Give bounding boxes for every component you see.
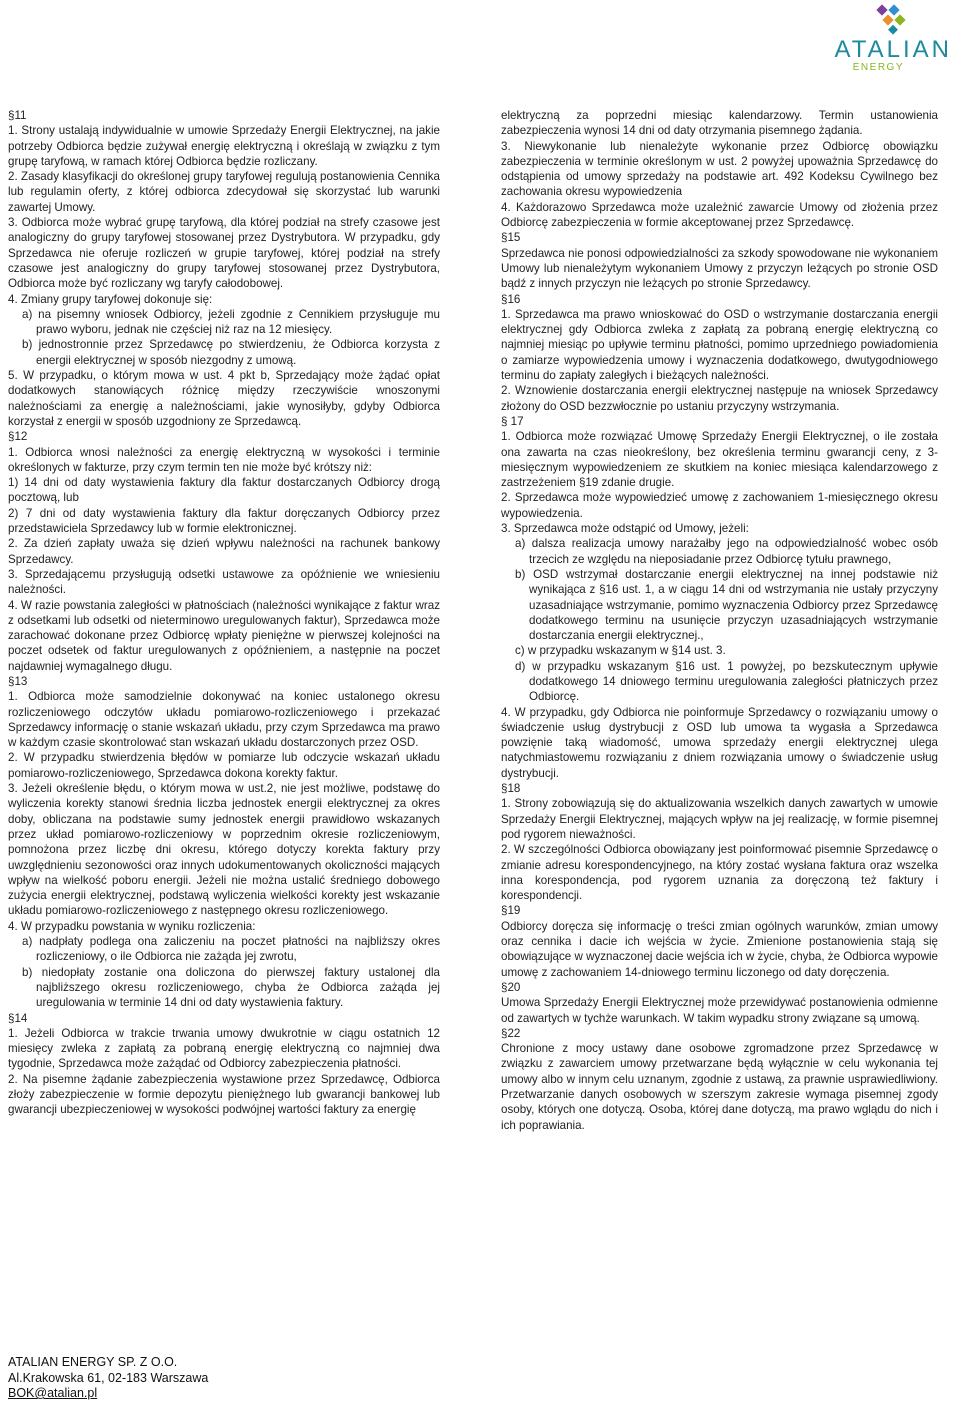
company-logo — [792, 4, 952, 74]
list-item: a) na pisemny wniosek Odbiorcy, jeżeli zgodnie z Cennikiem przysługuje mu prawo wyboru, jednak nie częściej niż raz na 12 miesięcy. — [22, 307, 440, 337]
paragraph: 3. Sprzedawca może odstąpić od Umowy, jeżeli: — [501, 522, 749, 536]
paragraph: 2. W szczególności Odbiorca obowiązany jest poinformować pisemnie Sprzedawcę o zmianie adresu korespondencyjnego, na który zostać wysłana faktura oraz wszelka inna korespondencja, pod rygorem uznania za doręczoną też faktury i korespondencji. — [501, 843, 938, 903]
right-column — [501, 108, 938, 1133]
paragraph: Sprzedawca nie ponosi odpowiedzialności za szkody spowodowane nie wykonaniem Umowy lub nienależytym wykonaniem Umowy z przyczyn leżących po stronie OSD bądź z innych przyczyn nie leżących po stronie Sprzedawcy. — [501, 246, 938, 291]
paragraph: 4. W razie powstania zaległości w płatnościach (należności wynikające z faktur wraz z odsetkami lub odsetki od nieterminowo uregulowanych faktur), Sprzedawca może zarachować dokonane przez Odbiorcę wpłaty pieniężne w pierwszej kolejności na poczet odsetek od faktur uregulowanych z opóźnieniem, a następnie na poczet najdawniej wymagalnego długu. — [8, 598, 440, 673]
paragraph: 1. Odbiorca może samodzielnie dokonywać na koniec ustalonego okresu rozliczeniowego odczytów układu pomiarowo-rozliczeniowego i przekazać Sprzedawcy informację o stanie wskazań układu, przy czym Sprzedawca ma prawo w każdym czasie skontrolować stan wskazań układu dostarczonych przez OSD. — [8, 690, 440, 750]
section-heading: §20 — [501, 980, 521, 994]
paragraph: 2. Zasady klasyfikacji do określonej grupy taryfowej regulują postanowienia Cennika lub regulamin oferty, z której odbiorca zdecydował się skorzystać lub warunki zawartej Umowy. — [8, 170, 440, 214]
list-item: b) niedopłaty zostanie ona doliczona do pierwszej faktury ustalonej dla najbliższego okresu rozliczeniowego, chyba że Odbiorca zażąda jej uregulowania w terminie 14 dni od daty wystawienia faktury. — [22, 965, 440, 1010]
logo-cubes-icon — [862, 4, 922, 36]
logo-name: ATALIAN — [834, 36, 952, 63]
paragraph: elektryczną za poprzedni miesiąc kalendarzowy. Termin ustanowienia zabezpieczenia wynosi 14 dni od daty otrzymania pisemnego żądania. — [501, 109, 938, 138]
footer-company: ATALIAN ENERGY SP. Z O.O. — [8, 1355, 178, 1369]
paragraph: Umowa Sprzedaży Energii Elektrycznej może przewidywać postanowienia odmienne od zawartych w tychże warunkach. W takim wypadku strony związane są umową. — [501, 996, 938, 1025]
paragraph: 3. Jeżeli określenie błędu, o którym mowa w ust.2, nie jest możliwe, podstawę do wyliczenia korekty stanowi średnia liczba jednostek energii elektrycznej za okres doby, obliczana na podstawie sumy jednostek energii prawidłowo wskazanych przez układ pomiarowo-rozliczeniowy w poprzednim okresie rozliczeniowym, pomnożona przez liczbę dni okresu, którego dotyczy korekta faktury przy uwzględnieniu sezonowości oraz innych udokumentowanych okoliczności mających wpływ na wielkość poboru energii. Jeżeli nie można ustalić średniego dobowego zużycia energii elektrycznej, podstawą wyliczenia wielkości korekty jest wskazanie układu pomiarowo-rozliczeniowego z następnego okresu rozliczeniowego. — [8, 782, 440, 918]
paragraph: 1) 14 dni od daty wystawienia faktury dla faktur dostarczanych Odbiorcy drogą pocztową, lub — [8, 476, 440, 505]
section-heading: §14 — [8, 1011, 28, 1025]
footer-address: Al.Krakowska 61, 02-183 Warszawa — [8, 1370, 209, 1385]
paragraph: 1. Jeżeli Odbiorca w trakcie trwania umowy dwukrotnie w ciągu ostatnich 12 miesięcy zwleka z zapłatą za pobraną energię elektryczną co najmniej dwa tygodnie, Sprzedawca może zażądać od Odbiorcy zabezpieczenia płatności. — [8, 1026, 440, 1071]
paragraph: Chronione z mocy ustawy dane osobowe zgromadzone przez Sprzedawcę w związku z zawarciem umowy przetwarzane będą wyłącznie w celu wykonania tej umowy albo w innym celu uznanym, zgodnie z ustawą, za prawnie usprawiedliwiony. Przetwarzanie danych osobowych w szerszym zakresie wymaga pisemnej zgody osoby, których one dotyczą. Osoba, której dane dotyczą, ma prawo wglądu do nich i ich poprawiania. — [501, 1042, 938, 1132]
section-heading: §12 — [8, 430, 28, 444]
paragraph: 5. W przypadku, o którym mowa w ust. 4 pkt b, Sprzedający może żądać opłat dodatkowych stanowiących różnicę między rzeczywiście wnoszonymi należnościami za energię a należnościami, jakie wynosiłyby, gdyby Odbiorca korzystał z energii w sposób uzgodniony ze Sprzedawcą. — [8, 369, 440, 428]
list-item: d) w przypadku wskazanym §16 ust. 1 powyżej, po bezskutecznym upływie dodatkowego 14 dniowego terminu uregulowania zaległości płatniczych przez Odbiorcę. — [515, 659, 938, 704]
paragraph: 3. Odbiorca może wybrać grupę taryfową, dla której podział na strefy czasowe jest analogiczny do grupy taryfowej stosowanej przez Dystrybutora. W przypadku, gdy Sprzedawca nie oferuje rozliczeń w grupie taryfowej, której podział na strefy czasowe jest analogiczny do grupy taryfowej stosowanej przez Dystrybutora, Odbiorca może być rozliczany wg taryfy całodobowej. — [8, 216, 440, 291]
list-item: a) nadpłaty podlega ona zaliczeniu na poczet płatności na najbliższy okres rozliczeniowy, o ile Odbiorca nie zażąda jej zwrotu, — [22, 935, 440, 964]
section-heading: §22 — [501, 1026, 521, 1040]
paragraph: 4. W przypadku, gdy Odbiorca nie poinformuje Sprzedawcy o rozwiązaniu umowy o świadczenie usług dystrybucji z OSD lub umowa ta wygasła a Sprzedawca powzięnie taką wiadomość, umowa sprzedaży energii elektrycznej ulega natychmiastowemu rozwiązaniu z dniem rozwiązania umowy o świadczenie usług dystrybucji. — [501, 705, 938, 780]
paragraph: Odbiorcy doręcza się informację o treści zmian ogólnych warunków, zmian umowy oraz cennika i dacie ich wejścia w życie. Zmienione postanowienia stają się obowiązujące w wyznaczonej dacie wejścia ich w życie, chyba, że Odbiorca wypowie umowę z zachowaniem 14-dniowego terminu liczonego od daty doręczenia. — [501, 919, 938, 979]
section-heading: §15 — [501, 231, 521, 245]
paragraph: 4. W przypadku powstania w wyniku rozliczenia: — [8, 919, 256, 933]
paragraph: 1. Sprzedawca ma prawo wnioskować do OSD o wstrzymanie dostarczania energii elektrycznej gdy Odbiorca zwleka z zapłatą za pobraną energię elektryczną co najmniej miesiąc po upływie terminu płatności, pomimo uprzedniego powiadomienia o zamiarze wypowiedzenia umowy i wyznaczenia dodatkowego, dwutygodniowego terminu do zapłaty zaległych i bieżących należności. — [501, 307, 938, 383]
footer — [8, 1355, 208, 1402]
paragraph: 2. W przypadku stwierdzenia błędów w pomiarze lub odczycie wskazań układu pomiarowo-rozliczeniowego, Sprzedawca dokona korekty faktur. — [8, 751, 440, 780]
paragraph: 1. Odbiorca wnosi należności za energię elektryczną w wysokości i terminie określonych w fakturze, przy czym termin ten nie może być krótszy niż: — [8, 445, 440, 474]
left-column — [8, 108, 440, 1118]
paragraph: 2. Sprzedawca może wypowiedzieć umowę z zachowaniem 1-miesięcznego okresu wypowiedzenia. — [501, 491, 938, 520]
section-heading: §16 — [501, 292, 521, 306]
footer-email-link[interactable]: BOK@atalian.pl — [8, 1386, 98, 1400]
list-item: a) dalsza realizacja umowy narażałby jego na odpowiedzialność wobec osób trzecich ze względu na nieposiadanie przez Odbiorcę tytułu prawnego, — [515, 537, 938, 566]
list-item: b) OSD wstrzymał dostarczanie energii elektrycznej na innej podstawie niż wynikająca z §16 ust. 1, a w ciągu 14 dni od wstrzymania nie ustały przyczyny uzasadniające wstrzymanie, pomimo wyznaczenia Odbiorcy przez Sprzedawcę dodatkowego terminu na usunięcie przyczyn uzasadniających wstrzymanie dostarczania energii elektrycznej., — [515, 567, 938, 643]
paragraph: 2. Na pisemne żądanie zabezpieczenia wystawione przez Sprzedawcę, Odbiorca złoży zabezpieczenie w formie depozytu pieniężnego lub gwarancji bankowej lub gwarancji ubezpieczeniowej w wysokości podwójnej wartości faktury za energię — [8, 1072, 440, 1117]
list-item: b) jednostronnie przez Sprzedawcę po stwierdzeniu, że Odbiorca korzysta z energii elektrycznej w sposób niezgodny z umową. — [22, 338, 440, 367]
paragraph: 2. Za dzień zapłaty uważa się dzień wpływu należności na rachunek bankowy Sprzedawcy. — [8, 537, 440, 566]
section-heading: §19 — [501, 904, 521, 918]
paragraph: 2) 7 dni od daty wystawienia faktury dla faktur doręczanych Odbiorcy przez przedstawiciela Sprzedawcy lub w formie elektronicznej. — [8, 506, 440, 536]
paragraph: 2. Wznowienie dostarczania energii elektrycznej następuje na wniosek Sprzedawcy złożony do OSD bezzwłocznie po ustaniu przyczyny wstrzymania. — [501, 384, 938, 413]
paragraph: 1. Strony zobowiązują się do aktualizowania wszelkich danych zawartych w umowie Sprzedaży Energii Elektrycznej, mających wpływ na jej realizację, w formie pisemnej pod rygorem nieważności. — [501, 797, 938, 841]
paragraph: 1. Strony ustalają indywidualnie w umowie Sprzedaży Energii Elektrycznej, na jakie potrzeby Odbiorca będzie zużywał energię elektryczną i określają w związku z tym grupę taryfową, w ramach której Odbiorca będzie rozliczany. — [8, 124, 440, 168]
logo-sub: ENERGY — [852, 62, 904, 73]
paragraph: 4. Zmiany grupy taryfowej dokonuje się: — [8, 292, 213, 306]
section-heading: §11 — [8, 109, 27, 122]
section-heading: §13 — [8, 674, 28, 688]
section-heading: § 17 — [501, 414, 524, 428]
paragraph: 4. Każdorazowo Sprzedawca może uzależnić zawarcie Umowy od złożenia przez Odbiorcę zabezpieczenia w formie akceptowanej przez Sprzedawcę. — [501, 200, 938, 230]
paragraph: 1. Odbiorca może rozwiązać Umowę Sprzedaży Energii Elektrycznej, o ile została ona zawarta na czas nieokreślony, bez określenia terminu gwarancji ceny, z 3-miesięcznym wypowiedzeniem ze skutkiem na koniec miesiąca kalendarzowego z zastrzeżeniem §19 zdanie drugie. — [501, 430, 938, 490]
list-item: c) w przypadku wskazanym w §14 ust. 3. — [515, 644, 726, 658]
paragraph: 3. Niewykonanie lub nienależyte wykonanie przez Odbiorcę obowiązku zabezpieczenia w terminie określonym w ust. 2 powyżej upoważnia Sprzedawcę do odstąpienia od umowy sprzedaży na podstawie art. 492 Kodeksu Cywilnego bez zachowania okresu wypowiedzenia — [501, 139, 938, 199]
section-heading: §18 — [501, 782, 521, 796]
paragraph: 3. Sprzedającemu przysługują odsetki ustawowe za opóźnienie we wniesieniu należności. — [8, 567, 440, 597]
